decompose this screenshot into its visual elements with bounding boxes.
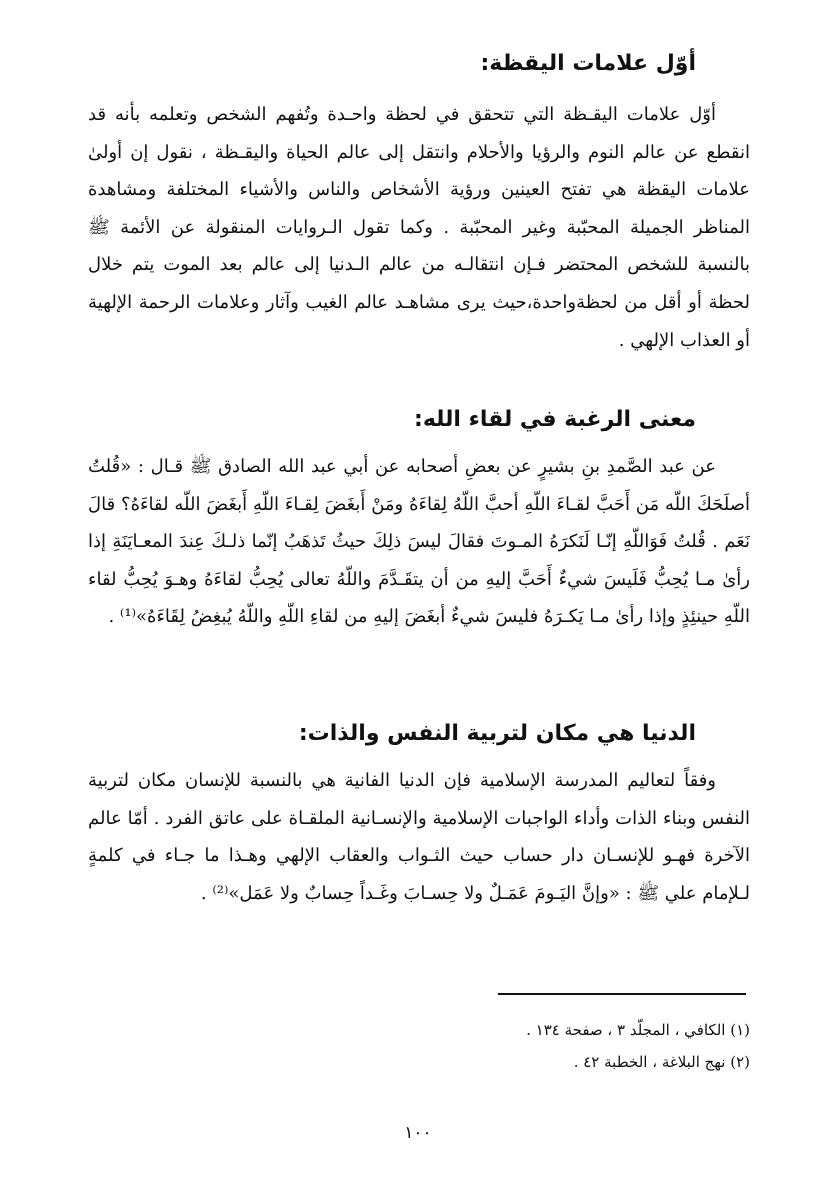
section-heading-world-self-training: الدنيا هي مكان لتربية النفس والذات:	[298, 721, 696, 746]
paragraph-text: عن عبد الصَّمدِ بنِ بشيرٍ عن بعضِ أصحابه عن أبي عبد الله الصادق ﷺ قـال : «قُلتُ أصلَحَكَ اللّه مَن أَحَبَّ لقـاءَ اللّهِ أحبَّ اللّهُ لِقاءَهُ ومَنْ أَبغَضَ لِقـاءَ اللّهِ أَبغَضَ اللّه لقاءَهُ؟ قالَ نَعَم . قُلتُ فَوَاللّهِ إنّـا لَنَكرَهُ المـوتَ فقالَ ليسَ ذلِكَ حيثُ تَذهَبُ إنّما ذلـكَ عِندَ المعـايَنَةِ إذا رأىٰ مـا يُحِبُّ فَلَيسَ شيءٌ أَحَبَّ إليهِ من أن يتقَـدَّمَ واللّهُ تعالى يُحِبُّ لقاءَهُ وهـوَ يُحِبُّ لقاء اللّهِ حينئِذٍ وإذا رأىٰ مـا يَكـرَهُ فليسَ شيءٌ أبغَضَ إليهِ من لقاءِ اللّهِ واللّهُ يُبغِضُ لِقَاءَهُ»⁽¹⁾ .	[88, 456, 750, 628]
footnote-divider	[498, 993, 746, 995]
section-paragraph-meeting-allah	[88, 448, 750, 636]
paragraph-text: وفقاً لتعاليم المدرسة الإسلامية فإن الدنيا الفانية هي بالنسبة للإنسان مكان لتربية النفس وبناء الذات وأداء الواجبات الإسلامية والإنسـانية الملقـاة على عاتق الفرد . أمّا عالم الآخرة فهـو للإنسـان دار حساب حيث الثـواب والعقاب الإلهي وهـذا ما جـاء في كلمةٍ لـلإمام علي ﷺ : «وإنَّ اليَـومَ عَمَـلٌ ولا حِسـابَ وغَـداً حِسابٌ ولا عَمَل»⁽²⁾ .	[88, 770, 750, 904]
footnote-2: (٢) نهج البلاغة ، الخطبة ٤٢ .	[573, 1053, 750, 1071]
paragraph-text: أوّل علامات اليقـظة التي تتحقق في لحظة واحـدة وتُفهم الشخص وتعلمه بأنه قد انقطع عن عالم النوم والرؤيا والأحلام وانتقل إلى عالم الحياة واليقـظة ، نقول إن أولىٰ علامات اليقظة هي تفتح العينين ورؤية الأشخاص والناس والأشياء المختلفة ومشاهدة المناظر الجميلة المحبّبة وغير المحبّبة . وكما تقول الـروايات المنقولة عن الأئمة ﷺ بالنسبة للشخص المحتضر فـإن انتقالـه من عالم الـدنيا إلى عالم بعد الموت يتم خلال لحظة أو أقل من لحظةواحدة،حيث يرى مشاهـد عالم الغيب وآثار وعلامات الرحمة الإلهية أو العذاب الإلهي .	[88, 104, 751, 351]
section-heading-meeting-allah: معنى الرغبة في لقاء الله:	[414, 407, 696, 432]
section-heading-first-signs: أوّل علامات اليقظة:	[480, 51, 696, 76]
footnote-1: (١) الكافي ، المجلّد ٣ ، صفحة ١٣٤ .	[526, 1021, 750, 1039]
section-paragraph-first-signs	[88, 96, 750, 359]
section-paragraph-world-self-training	[88, 762, 750, 912]
page-number: ١٠٠	[404, 1123, 432, 1143]
